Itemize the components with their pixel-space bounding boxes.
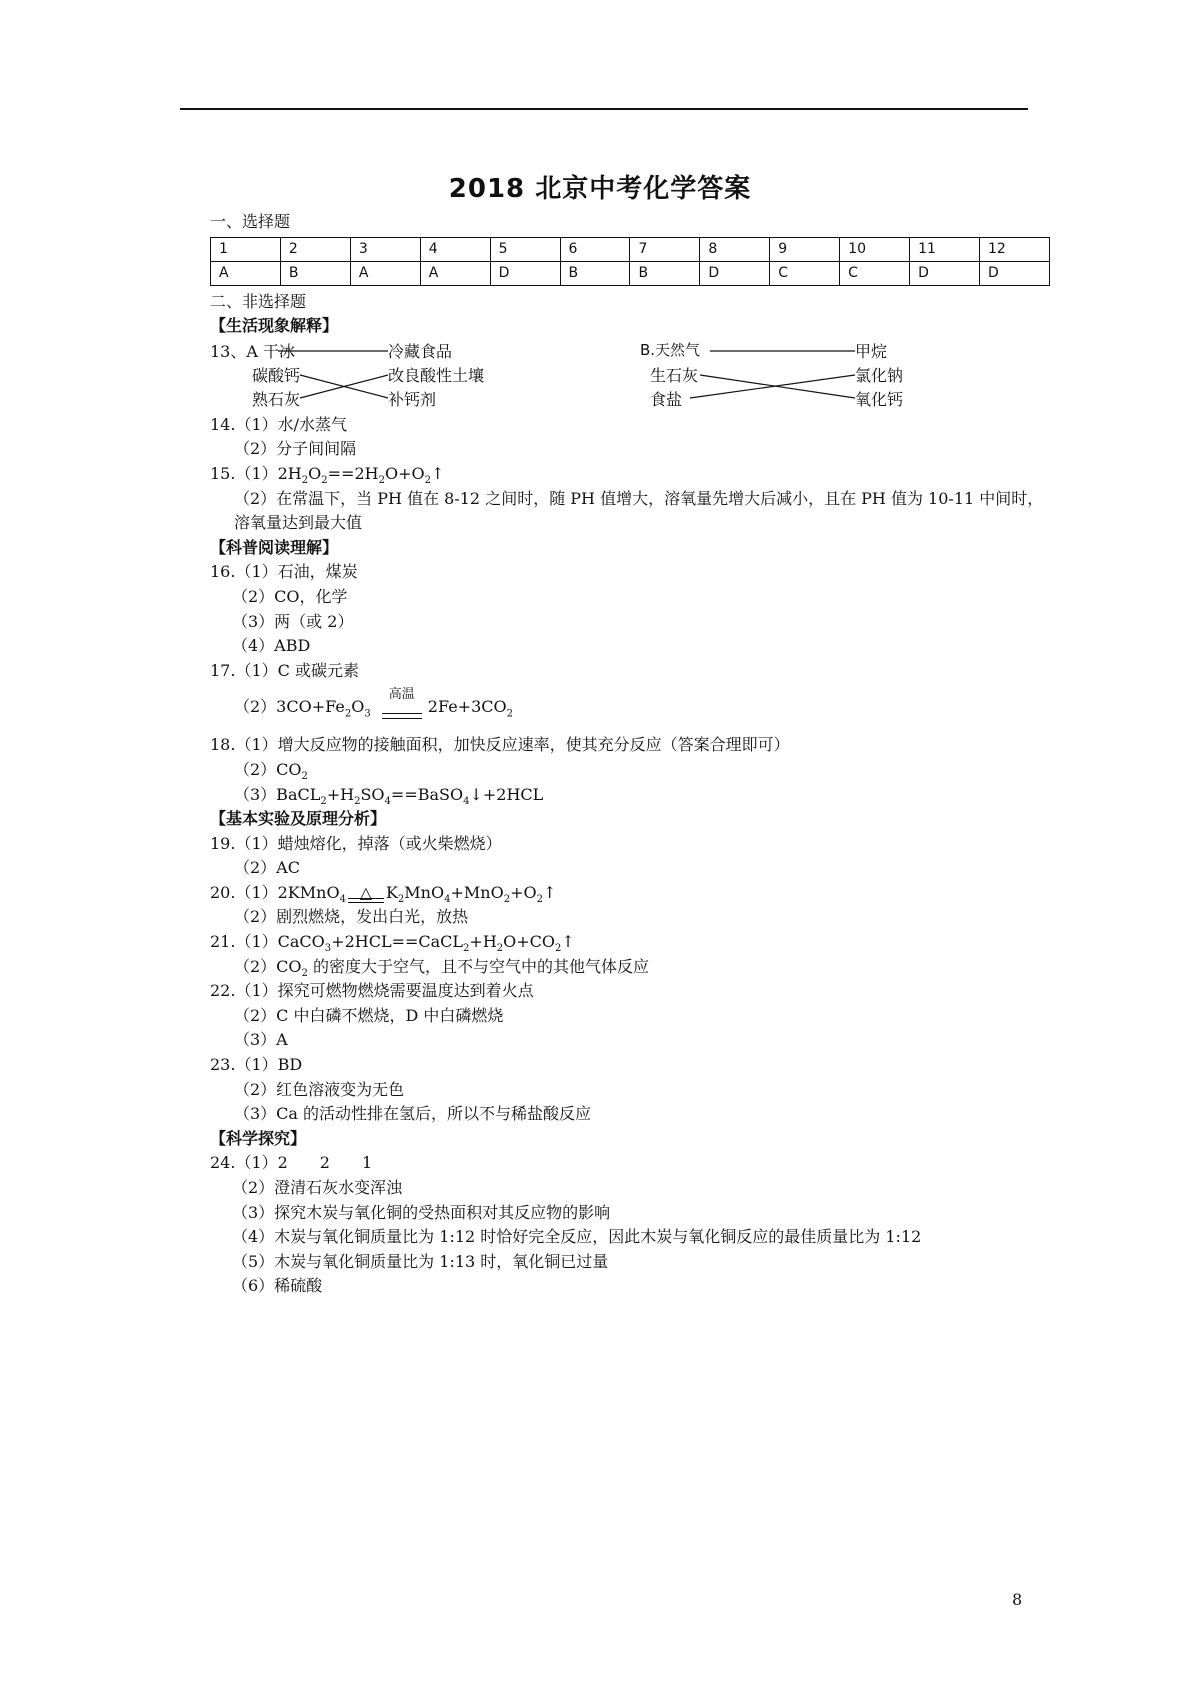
table-cell: 4 [420,237,490,261]
table-cell: A [350,261,420,285]
match-item: 熟石灰 [252,389,301,409]
answer-content [210,210,1050,1299]
q23-3: （3）Ca 的活动性排在氢后，所以不与稀盐酸反应 [234,1104,592,1124]
table-cell: D [910,261,980,285]
heading-scientific-inquiry: 【科学探究】 [210,1128,307,1148]
match-item: 氯化钠 [855,365,904,385]
table-cell: B [280,261,350,285]
q17-1: 17.（1）C 或碳元素 [210,660,359,680]
q16-1: 16.（1）石油，煤炭 [210,562,358,582]
table-cell: A [211,261,281,285]
table-cell: C [840,261,910,285]
page-title: 2018 北京中考化学答案 [448,174,752,204]
table-cell: D [979,261,1049,285]
table-cell: 2 [280,237,350,261]
match-item: 碳酸钙 [252,365,301,385]
table-cell: D [490,261,560,285]
match-item: 改良酸性土壤 [388,365,485,385]
table-cell: 5 [490,237,560,261]
q21-1: $21.(1)CaCO_3+2HCL==CaCL_2+H_2O+CO_2↑$ [210,932,575,955]
table-cell: 1 [211,237,281,261]
match-item: 生石灰 [650,365,699,385]
q23-1: 23.（1）BD [210,1055,303,1075]
q24-4: （4）木炭与氧化铜质量比为 1:12 时恰好完全反应，因此木炭与氧化铜反应的最佳质量比为 1:12 [232,1227,922,1247]
q22-1: 22.（1）探究可燃物燃烧需要温度达到着火点 [210,981,534,1001]
q23-2: （2）红色溶液变为无色 [234,1079,405,1099]
q21-2: $(2)CO_2$ 的密度大于空气，且不与空气中的其他气体反应 [234,956,650,979]
q17-2: $(2)3CO+Fe_2O_3$ 高温 $2Fe+3CO_2$ [210,683,1050,733]
q15-equation-part: 15.（1）2H [210,463,302,483]
section-non-choice: 二、非选择题 [210,291,307,311]
match-item: 补钙剂 [388,389,437,409]
q19-1: 19.（1）蜡烛熔化，掉落（或火柴燃烧） [210,833,502,853]
q14-1: 14.（1）水/水蒸气 [210,414,348,434]
q20-1: 20.（1）2KMnO$_4$ △ $K_2MnO_4+MnO_2+O_2↑$ [210,882,557,906]
q24-6: （6）稀硫酸 [232,1276,323,1296]
table-cell: 7 [630,237,700,261]
q21-2-text: 的密度大于空气，且不与空气中的其他气体反应 [313,956,650,976]
answer-table [210,237,1050,286]
page-number: 8 [1012,1590,1023,1609]
q16-3: （3）两（或 2） [232,611,354,631]
table-cell: 3 [350,237,420,261]
table-cell: B [630,261,700,285]
q18-1: 18.（1）增大反应物的接触面积，加快反应速率，使其充分反应（答案合理即可） [210,735,790,755]
heading-basic-experiments: 【基本实验及原理分析】 [210,809,387,829]
table-cell: D [700,261,770,285]
heading-life-phenomena: 【生活现象解释】 [210,316,339,336]
question-number-row [211,237,1050,261]
q13-matching [210,339,1050,413]
table-cell: 9 [770,237,840,261]
section-multiple-choice: 一、选择题 [210,212,291,231]
matching-lines [210,339,1050,413]
match-item: B.天然气 [640,340,701,359]
table-cell: B [560,261,630,285]
match-item: 甲烷 [855,341,888,361]
q22-3: （3）A [234,1030,288,1050]
q18-2: $(2)CO_2$ [234,759,308,783]
table-cell: 10 [840,237,910,261]
heading-science-reading: 【科普阅读理解】 [210,537,339,557]
match-item: 氧化钙 [855,389,904,409]
q16-4: （4）ABD [232,636,311,656]
table-cell: 8 [700,237,770,261]
q24-2: （2）澄清石灰水变浑浊 [232,1178,403,1197]
heat-condition: △ [346,881,386,906]
q16-2: （2）CO，化学 [232,586,348,606]
q15-2: （2）在常温下，当 PH 值在 8-12 之间时，随 PH 值增大，溶氧量先增大后减小，且在 PH 值为 10-11 中间时，溶氧量达到最大值 [234,488,1044,533]
q13-label: 13、A 干冰 [210,341,296,361]
q20-2: （2）剧烈燃烧，发出白光，放热 [234,907,469,927]
match-item: 冷藏食品 [388,341,453,361]
q24-3: （3）探究木炭与氧化铜的受热面积对其反应物的影响 [232,1202,611,1222]
q19-2: （2）AC [234,858,300,878]
q24-5: （5）木炭与氧化铜质量比为 1:13 时，氧化铜已过量 [232,1251,609,1271]
table-cell: 12 [979,237,1049,261]
header-rule [180,108,1028,110]
condition-label: 高温 [388,687,415,703]
table-cell: A [420,261,490,285]
q24-1: 24.（1）2 2 1 [210,1153,373,1173]
answer-row [211,261,1050,285]
q14-2: （2）分子间间隔 [234,439,357,459]
table-cell: 11 [910,237,980,261]
q18-3: $(3)BaCL_2+H_2SO_4==BaSO_4↓+2HCL$ [234,784,544,807]
reaction-condition [376,687,428,727]
q22-2: （2）C 中白磷不燃烧，D 中白磷燃烧 [234,1005,504,1025]
match-item: 食盐 [650,389,683,409]
q15-1: $15.(1)2H_2O_2==2H_2O+O_2↑$ [210,463,445,487]
table-cell: C [770,261,840,285]
table-cell: 6 [560,237,630,261]
